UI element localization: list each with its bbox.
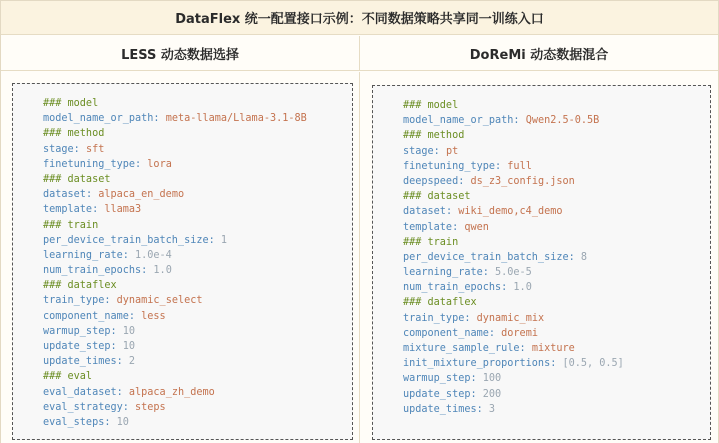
code-colon: : [513,115,526,127]
code-kv-line [403,280,624,295]
code-kv-line [403,204,624,219]
code-value: qwen [464,221,489,233]
code-comment-line [403,295,624,310]
code-comment: ### method [403,130,465,142]
code-key: component_name [43,310,129,322]
code-colon: : [470,388,483,400]
code-comment-line [43,369,307,384]
code-comment: ### method [43,128,105,140]
code-colon: : [488,327,502,339]
code-key: learning_rate [403,267,483,279]
code-value: dynamic_mix [476,312,545,324]
code-kv-line [403,326,624,341]
code-value: 2 [128,356,136,368]
code-block-less [12,83,353,440]
code-comment: ### dataflex [43,280,117,292]
code-value: mixture [531,343,575,354]
code-comment-line [43,218,307,233]
code-key: finetuning_type [43,158,136,170]
code-key: update_step [403,388,471,400]
code-value: pt [445,145,459,157]
code-key: stage [43,143,74,155]
code-comment: ### model [403,100,459,111]
table-title: DataFlex 统一配置接口示例：不同数据策略共享同一训练入口 [1,1,718,35]
code-colon: : [141,265,154,277]
code-kv-line [43,157,307,172]
code-colon: : [501,282,514,294]
code-colon: : [153,113,166,125]
code-colon: : [110,325,123,337]
code-key: mixture_sample_rule [403,343,520,354]
code-comment-line [43,172,307,187]
code-comment-line [43,126,307,141]
code-kv-line [403,174,624,189]
code-kv-line [43,415,307,430]
code-value: alpaca_zh_demo [128,386,215,398]
code-colon: : [85,189,99,201]
code-key: warmup_step [43,325,111,337]
code-colon: : [92,204,105,216]
code-comment: ### train [43,219,99,231]
code-comment: ### model [43,98,99,109]
code-kv-line [403,311,624,326]
code-value: alpaca_en_demo [98,189,185,201]
code-value: 5.0e-5 [495,267,532,279]
code-key: update_times [43,356,117,368]
code-key: warmup_step [403,373,471,385]
code-kv-line [43,263,307,278]
code-key: dataset [43,189,86,201]
code-comment: ### eval [43,371,93,383]
code-comment: ### train [403,236,459,248]
code-colon: : [476,403,489,415]
column-heading-doremi: DoReMi 动态数据混合 [360,36,718,71]
code-kv-line [403,250,624,265]
code-key: dataset [403,206,446,218]
code-key: train_type [403,312,465,324]
code-comment-line [403,189,624,204]
code-colon: : [122,401,136,413]
code-key: num_train_epochs [403,282,502,294]
code-kv-line [403,113,624,128]
code-key: learning_rate [43,249,123,261]
code-lines [43,96,307,430]
code-value: meta-llama/Llama-3.1-8B [165,113,307,125]
code-comment: ### dataset [43,173,111,185]
code-colon: : [128,310,142,322]
code-value: doremi [501,327,538,339]
code-key: template [43,204,93,216]
code-colon: : [116,386,129,398]
code-colon: : [433,145,446,157]
code-kv-line [403,159,624,174]
code-value: [0.5, 0.5] [562,358,624,370]
code-value: 1.0e-4 [135,249,172,261]
code-key: template [403,221,453,233]
code-kv-line [43,400,307,415]
code-kv-line [403,144,624,159]
code-colon: : [568,251,581,263]
code-value: ds_z3_config.json [470,175,575,187]
code-key: update_times [403,403,477,415]
code-key: eval_dataset [43,386,117,398]
code-colon: : [73,143,86,155]
code-kv-line [43,202,307,217]
code-key: init_mixture_proportions [403,358,551,370]
code-value: 8 [580,251,588,263]
code-value: full [507,160,532,172]
code-colon: : [208,234,221,246]
column-heading-less: LESS 动态数据选择 [1,36,360,71]
code-colon: : [464,312,477,324]
code-kv-line [43,233,307,248]
code-colon: : [482,267,496,279]
code-key: model_name_or_path [43,113,154,125]
code-colon: : [519,343,532,354]
code-kv-line [403,371,624,386]
code-kv-line [43,309,307,324]
code-lines [403,98,624,417]
code-key: eval_strategy [43,401,123,413]
code-key: deepspeed [403,175,459,187]
code-key: model_name_or_path [403,115,514,127]
code-colon: : [452,221,465,233]
code-value: less [141,310,166,322]
code-colon: : [104,416,117,428]
code-kv-line [43,187,307,202]
code-colon: : [104,295,117,307]
code-key: num_train_epochs [43,265,142,277]
code-key: stage [403,145,434,157]
code-key: finetuning_type [403,160,496,172]
code-key: per_device_train_batch_size [403,251,569,263]
code-value: 10 [116,416,129,428]
code-colon: : [470,373,483,385]
code-block-doremi [372,85,711,440]
code-kv-line [43,248,307,263]
code-colon: : [110,341,123,352]
code-colon: : [458,175,471,187]
code-value: 100 [482,373,502,385]
code-kv-line [43,324,307,339]
code-kv-line [403,402,624,417]
code-value: 3 [488,403,496,415]
code-colon: : [135,158,148,170]
code-kv-line [43,142,307,157]
code-kv-line [403,220,624,235]
code-comment-line [403,98,624,113]
code-key: train_type [43,295,105,307]
code-comment-line [43,96,307,111]
code-comment-line [403,128,624,143]
code-value: llama3 [104,204,142,216]
code-value: steps [135,401,166,413]
code-comment-line [403,235,624,250]
code-comment: ### dataset [403,191,471,203]
code-colon: : [122,249,136,261]
code-value: 1.0 [513,282,532,294]
code-kv-line [43,293,307,308]
code-kv-line [403,265,624,280]
code-kv-line [43,111,307,126]
code-kv-line [403,387,624,402]
code-kv-line [403,341,624,356]
code-kv-line [43,385,307,400]
code-kv-line [43,339,307,354]
code-value: dynamic_select [116,295,203,307]
code-value: 200 [482,388,502,400]
code-colon: : [445,206,459,218]
code-key: update_step [43,341,111,352]
code-value: 10 [122,341,136,352]
code-colon: : [495,160,508,172]
code-kv-line [43,354,307,369]
code-key: component_name [403,327,489,339]
code-colon: : [550,358,563,370]
code-kv-line [403,356,624,371]
code-value: 1 [220,234,228,246]
code-value: 10 [122,325,136,337]
code-key: eval_steps [43,416,105,428]
code-colon: : [116,356,129,368]
code-value: wiki_demo,c4_demo [458,206,563,218]
code-key: per_device_train_batch_size [43,234,209,246]
code-comment-line [43,278,307,293]
code-value: lora [147,158,172,170]
column-body-less [1,72,360,443]
column-body-doremi [360,72,718,443]
code-value: Qwen2.5-0.5B [525,115,600,127]
code-value: sft [85,143,105,155]
code-value: 1.0 [153,265,172,277]
code-comment: ### dataflex [403,297,477,309]
